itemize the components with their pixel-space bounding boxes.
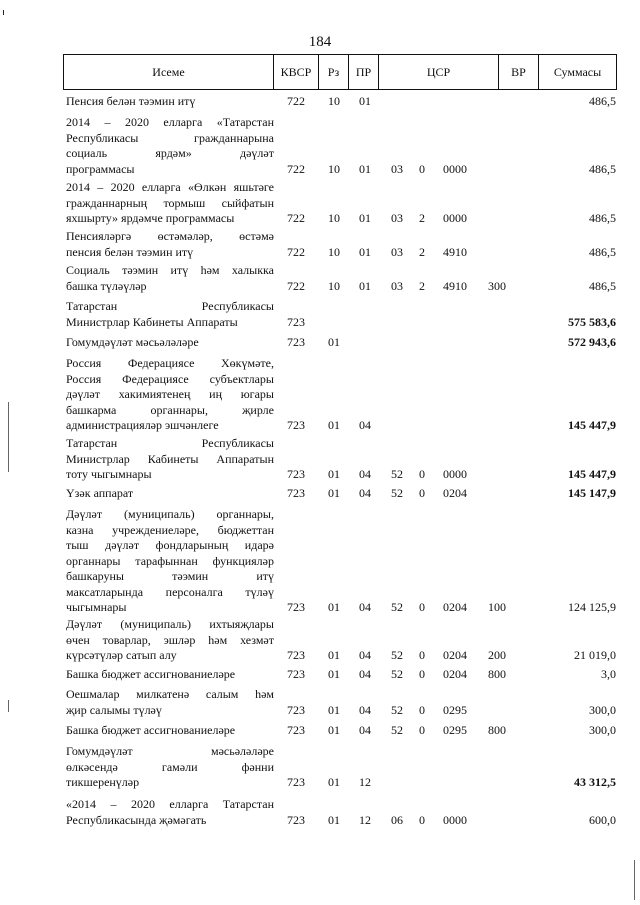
row-kvsr: 723	[287, 314, 305, 329]
row-name-line: органнары тарафыннан функцияләр	[66, 553, 274, 568]
row-c2: 2	[419, 244, 425, 259]
row-sum: 486,5	[589, 161, 616, 176]
row-c1: 52	[391, 648, 403, 662]
row-name-line: максатларында персоналга түләү	[66, 584, 274, 599]
row-c2: 0	[419, 648, 425, 662]
row-sum: 145 447,9	[568, 418, 616, 432]
row-name-line: Пенсияләргә өстәмәләр, өстәмә	[66, 229, 274, 243]
row-c2: 0	[419, 467, 425, 481]
table-row	[0, 356, 640, 434]
row-sum: 572 943,6	[568, 335, 616, 349]
row-name-line: тикшеренүләр	[66, 775, 140, 789]
row-name	[66, 299, 274, 330]
table-row	[0, 229, 640, 260]
row-name-line: чыгымнары	[66, 600, 127, 614]
row-name-line: Дәүләт (муниципаль) органнары,	[66, 507, 274, 521]
row-rz: 01	[328, 335, 340, 349]
table-row	[0, 436, 640, 483]
row-c3: 0204	[443, 667, 467, 681]
row-rz: 01	[328, 600, 340, 614]
row-name-line: пенсия белән тәэмин итү	[66, 244, 194, 259]
row-vr: 300	[488, 278, 506, 293]
scan-mark	[634, 860, 635, 900]
row-sum: 43 312,5	[574, 775, 616, 789]
table-row	[0, 667, 640, 683]
row-kvsr: 723	[287, 775, 305, 789]
row-kvsr: 722	[287, 161, 305, 176]
row-pr: 01	[359, 94, 371, 108]
row-pr: 04	[359, 486, 371, 500]
row-sum: 575 583,6	[568, 314, 616, 329]
row-c2: 0	[419, 600, 425, 614]
row-pr: 04	[359, 723, 371, 737]
row-vr: 800	[488, 723, 506, 737]
row-c2: 0	[419, 667, 425, 681]
row-kvsr: 723	[287, 648, 305, 662]
row-name-line: Оешмалар милкатенә салым һәм	[66, 687, 274, 701]
row-rz: 01	[328, 723, 340, 737]
row-name-line: җир салымы түләү	[66, 702, 162, 717]
table-row	[0, 797, 640, 828]
row-name-line: башкаруны тәэмин итү	[66, 569, 274, 583]
row-name	[66, 180, 274, 227]
row-name-line: «2014 – 2020 елларга Татарстан	[66, 797, 274, 811]
row-name-line: администрацияләр эшчәнлеге	[66, 418, 219, 432]
row-rz: 01	[328, 812, 340, 827]
header-vr: ВР	[499, 55, 539, 89]
row-c2: 0	[419, 812, 425, 827]
row-c3: 0295	[443, 723, 467, 737]
row-c1: 52	[391, 600, 403, 614]
row-name	[66, 115, 274, 177]
row-sum: 3,0	[601, 667, 616, 681]
row-c1: 52	[391, 486, 403, 500]
row-pr: 12	[359, 775, 371, 789]
row-name	[66, 263, 274, 294]
row-name-line: Россия Федерациясе Хөкүмәте,	[66, 356, 274, 370]
row-pr: 04	[359, 702, 371, 717]
row-c3: 0204	[443, 600, 467, 614]
row-name-line: программасы	[66, 161, 135, 176]
row-sum: 486,5	[589, 94, 616, 108]
row-name-line: Гомумдәүләт мәсьәләләре	[66, 744, 274, 758]
row-c2: 0	[419, 723, 425, 737]
row-name	[66, 486, 274, 502]
table-row	[0, 687, 640, 718]
header-csr: ЦСР	[379, 55, 499, 89]
row-name	[66, 744, 274, 791]
row-name	[66, 687, 274, 718]
row-rz: 10	[328, 278, 340, 293]
row-name-line: Башка бюджет ассигнованиеләре	[66, 723, 236, 737]
row-name-line: дәүләт хакимиятенең иң югары	[66, 387, 274, 401]
table-row	[0, 617, 640, 664]
row-rz: 10	[328, 161, 340, 176]
header-kvsr: КВСР	[274, 55, 319, 89]
row-name-line: Республикасында җәмәгать	[66, 812, 207, 827]
row-sum: 124 125,9	[568, 600, 616, 614]
row-name-line: башкарма органнары, җирле	[66, 402, 274, 417]
row-name-line: өлкәсендә гамәли фәнни	[66, 759, 274, 774]
row-kvsr: 723	[287, 702, 305, 717]
row-sum: 300,0	[589, 723, 616, 737]
row-name-line: Гомумдәүләт мәсьәләләре	[66, 335, 199, 349]
row-name-line: гражданнарның тормыш сыйфатын	[66, 195, 274, 210]
row-c1: 52	[391, 667, 403, 681]
row-c3: 0000	[443, 211, 467, 225]
row-kvsr: 723	[287, 723, 305, 737]
row-kvsr: 723	[287, 467, 305, 481]
row-pr: 01	[359, 161, 371, 176]
row-name	[66, 335, 274, 351]
row-name-line: 2014 – 2020 елларга «Өлкән яшьтәге	[66, 180, 274, 194]
row-name-line: Татарстан Республикасы	[66, 299, 274, 313]
page-number: 184	[308, 34, 332, 50]
row-sum: 486,5	[589, 211, 616, 225]
row-name	[66, 723, 274, 739]
row-sum: 145 147,9	[568, 486, 616, 500]
row-c3: 0204	[443, 648, 467, 662]
row-c1: 52	[391, 702, 403, 717]
row-c1: 52	[391, 723, 403, 737]
row-pr: 04	[359, 667, 371, 681]
row-c1: 03	[391, 161, 403, 176]
row-name-line: Министрлар Кабинеты Аппараты	[66, 314, 238, 329]
table-row	[0, 180, 640, 227]
row-c3: 0204	[443, 486, 467, 500]
row-name-line: Татарстан Республикасы	[66, 436, 274, 450]
row-kvsr: 722	[287, 211, 305, 225]
row-pr: 04	[359, 600, 371, 614]
row-name-line: өчен товарлар, эшләр һәм хезмәт	[66, 632, 274, 647]
row-vr: 200	[488, 648, 506, 662]
row-name	[66, 229, 274, 260]
row-name-line: күрсәтүләр сатып алу	[66, 648, 177, 662]
row-rz: 01	[328, 418, 340, 432]
row-kvsr: 723	[287, 667, 305, 681]
row-kvsr: 723	[287, 486, 305, 500]
row-name	[66, 436, 274, 483]
row-c1: 03	[391, 211, 403, 225]
row-sum: 300,0	[589, 702, 616, 717]
row-rz: 01	[328, 467, 340, 481]
row-sum: 486,5	[589, 278, 616, 293]
row-pr: 01	[359, 244, 371, 259]
row-c1: 06	[391, 812, 403, 827]
table-row	[0, 263, 640, 294]
row-rz: 01	[328, 648, 340, 662]
table-row	[0, 335, 640, 351]
row-c3: 0000	[443, 161, 467, 176]
row-name-line: яхшырту» ярдәмче программасы	[66, 211, 235, 225]
row-rz: 10	[328, 211, 340, 225]
row-name-line: Социаль тәэмин итү һәм халыкка	[66, 263, 274, 277]
row-name-line: тоту чыгымнары	[66, 467, 152, 481]
row-name-line: казна учреждениеләре, бюджеттан	[66, 522, 274, 537]
row-vr: 800	[488, 667, 506, 681]
header-sum: Суммасы	[553, 65, 602, 79]
row-name-line: 2014 – 2020 елларга «Татарстан	[66, 115, 274, 129]
row-sum: 145 447,9	[568, 467, 616, 481]
row-c3: 4910	[443, 278, 467, 293]
row-c2: 0	[419, 161, 425, 176]
table-header	[63, 54, 617, 90]
table-row	[0, 723, 640, 739]
row-kvsr: 722	[287, 94, 305, 108]
table-row	[0, 507, 640, 616]
row-kvsr: 723	[287, 335, 305, 349]
header-pr: ПР	[349, 55, 379, 89]
row-c1: 03	[391, 244, 403, 259]
row-sum: 600,0	[589, 812, 616, 827]
row-name-line: Республикасы гражданнарына	[66, 130, 274, 145]
row-c2: 0	[419, 702, 425, 717]
row-c3: 0295	[443, 702, 467, 717]
row-c3: 4910	[443, 244, 467, 259]
row-name-line: Министрлар Кабинеты Аппаратын	[66, 451, 274, 466]
table-row	[0, 115, 640, 177]
header-rz: Рз	[319, 55, 349, 89]
row-name	[66, 356, 274, 434]
row-pr: 04	[359, 648, 371, 662]
table-row	[0, 94, 640, 110]
row-name-line: Дәүләт (муниципаль) ихтыяҗлары	[66, 617, 274, 631]
row-c1: 52	[391, 467, 403, 481]
row-pr: 01	[359, 278, 371, 293]
row-c3: 0000	[443, 467, 467, 481]
row-c1: 03	[391, 278, 403, 293]
row-rz: 10	[328, 94, 340, 108]
table-row	[0, 744, 640, 791]
row-name-line: Россия Федерациясе субъектлары	[66, 371, 274, 386]
row-kvsr: 722	[287, 244, 305, 259]
row-c3: 0000	[443, 812, 467, 827]
row-c2: 2	[419, 211, 425, 225]
row-name	[66, 797, 274, 828]
row-name-line: Башка бюджет ассигнованиеләре	[66, 667, 236, 681]
row-name	[66, 94, 274, 110]
row-name-line: башка түләүләр	[66, 278, 147, 293]
row-name	[66, 507, 274, 616]
row-pr: 01	[359, 211, 371, 225]
table-row	[0, 299, 640, 330]
row-kvsr: 722	[287, 278, 305, 293]
row-rz: 10	[328, 244, 340, 259]
row-c2: 0	[419, 486, 425, 500]
row-name-line: Үзәк аппарат	[66, 486, 134, 500]
row-vr: 100	[488, 600, 506, 614]
row-pr: 04	[359, 467, 371, 481]
row-sum: 21 019,0	[574, 648, 616, 662]
row-name	[66, 617, 274, 664]
scan-mark	[3, 10, 4, 15]
row-sum: 486,5	[589, 244, 616, 259]
row-pr: 04	[359, 418, 371, 432]
row-kvsr: 723	[287, 600, 305, 614]
row-name-line: Пенсия белән тәэмин итү	[66, 94, 196, 108]
row-kvsr: 723	[287, 418, 305, 432]
row-name	[66, 667, 274, 683]
row-kvsr: 723	[287, 812, 305, 827]
row-c2: 2	[419, 278, 425, 293]
row-name-line: тыш дәүләт фондларының идарә	[66, 538, 274, 552]
header-name: Исеме	[64, 55, 274, 89]
row-rz: 01	[328, 775, 340, 789]
row-rz: 01	[328, 486, 340, 500]
row-name-line: социаль ярдәм» дәүләт	[66, 146, 274, 160]
table-row	[0, 486, 640, 502]
row-pr: 12	[359, 812, 371, 827]
row-rz: 01	[328, 702, 340, 717]
row-rz: 01	[328, 667, 340, 681]
